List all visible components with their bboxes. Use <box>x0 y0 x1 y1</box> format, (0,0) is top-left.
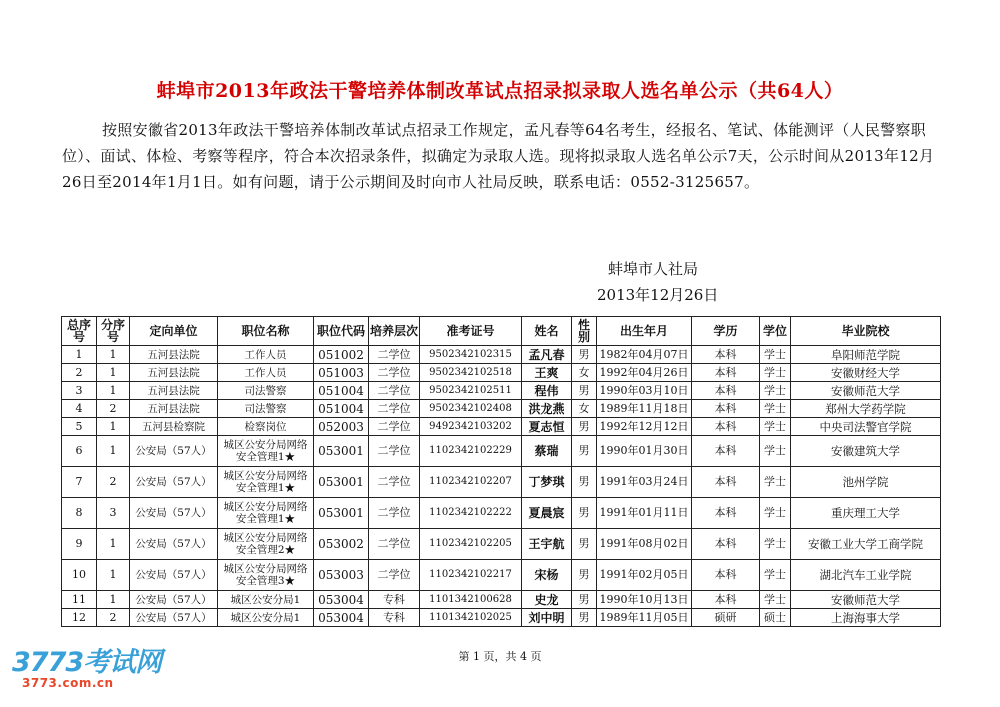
cell-seq: 4 <box>62 400 97 418</box>
cell-job: 城区公安分局网络安全管理1★ <box>218 467 314 498</box>
cell-seq: 11 <box>62 591 97 609</box>
cell-school: 安徽建筑大学 <box>791 436 941 467</box>
cell-job: 司法警察 <box>218 400 314 418</box>
cell-name: 史龙 <box>522 591 572 609</box>
table-row <box>62 529 941 560</box>
cell-gender: 男 <box>572 382 597 400</box>
cell-unit: 公安局（57人） <box>130 560 218 591</box>
cell-exam: 9492342103202 <box>420 418 522 436</box>
cell-exam: 1102342102205 <box>420 529 522 560</box>
cell-name: 丁梦琪 <box>522 467 572 498</box>
cell-subseq: 1 <box>97 436 130 467</box>
column-header-exam: 准考证号 <box>420 317 522 346</box>
cell-name: 夏志恒 <box>522 418 572 436</box>
cell-degree: 硕士 <box>760 609 791 627</box>
cell-seq: 1 <box>62 346 97 364</box>
cell-code: 053001 <box>314 436 369 467</box>
cell-seq: 7 <box>62 467 97 498</box>
cell-degree: 学士 <box>760 529 791 560</box>
cell-subseq: 3 <box>97 498 130 529</box>
column-header-name: 姓名 <box>522 317 572 346</box>
cell-subseq: 1 <box>97 382 130 400</box>
column-header-school: 毕业院校 <box>791 317 941 346</box>
cell-unit: 公安局（57人） <box>130 609 218 627</box>
cell-school: 郑州大学药学院 <box>791 400 941 418</box>
cell-seq: 9 <box>62 529 97 560</box>
cell-subseq: 1 <box>97 346 130 364</box>
cell-name: 刘中明 <box>522 609 572 627</box>
cell-edu: 本科 <box>692 418 760 436</box>
cell-subseq: 1 <box>97 364 130 382</box>
cell-gender: 女 <box>572 400 597 418</box>
cell-degree: 学士 <box>760 560 791 591</box>
cell-job: 城区公安分局1 <box>218 609 314 627</box>
cell-degree: 学士 <box>760 436 791 467</box>
cell-birth: 1982年04月07日 <box>597 346 692 364</box>
cell-birth: 1990年03月10日 <box>597 382 692 400</box>
table-row <box>62 418 941 436</box>
cell-school: 重庆理工大学 <box>791 498 941 529</box>
cell-level: 二学位 <box>369 400 420 418</box>
cell-exam: 1102342102222 <box>420 498 522 529</box>
cell-gender: 男 <box>572 529 597 560</box>
cell-seq: 10 <box>62 560 97 591</box>
cell-degree: 学士 <box>760 400 791 418</box>
cell-exam: 1101342102025 <box>420 609 522 627</box>
cell-subseq: 2 <box>97 400 130 418</box>
table-row <box>62 609 941 627</box>
cell-code: 053003 <box>314 560 369 591</box>
cell-edu: 本科 <box>692 498 760 529</box>
admission-table <box>61 316 941 627</box>
cell-code: 053001 <box>314 498 369 529</box>
table-row <box>62 436 941 467</box>
column-header-seq: 总序号 <box>62 317 97 346</box>
cell-unit: 五河县法院 <box>130 364 218 382</box>
cell-degree: 学士 <box>760 382 791 400</box>
column-header-unit: 定向单位 <box>130 317 218 346</box>
cell-gender: 男 <box>572 467 597 498</box>
cell-gender: 男 <box>572 436 597 467</box>
cell-exam: 1102342102217 <box>420 560 522 591</box>
cell-seq: 2 <box>62 364 97 382</box>
cell-code: 053004 <box>314 591 369 609</box>
cell-name: 蔡瑞 <box>522 436 572 467</box>
table-row <box>62 382 941 400</box>
intro-paragraph <box>62 117 942 195</box>
cell-birth: 1992年12月12日 <box>597 418 692 436</box>
column-header-subseq: 分序号 <box>97 317 130 346</box>
cell-school: 中央司法警官学院 <box>791 418 941 436</box>
cell-edu: 本科 <box>692 346 760 364</box>
cell-level: 二学位 <box>369 529 420 560</box>
cell-degree: 学士 <box>760 498 791 529</box>
column-header-degree: 学位 <box>760 317 791 346</box>
cell-code: 051003 <box>314 364 369 382</box>
cell-unit: 五河县法院 <box>130 346 218 364</box>
watermark-url: 3773.com.cn <box>22 676 114 690</box>
cell-level: 二学位 <box>369 364 420 382</box>
cell-exam: 1102342102207 <box>420 467 522 498</box>
cell-school: 湖北汽车工业学院 <box>791 560 941 591</box>
cell-exam: 9502342102511 <box>420 382 522 400</box>
cell-school: 上海海事大学 <box>791 609 941 627</box>
intro-text: 按照安徽省2013年政法干警培养体制改革试点招录工作规定，孟凡春等64名考生，经报名、笔试、体能测评（人民警察职位）、面试、体检、考察等程序，符合本次招录条件，拟确定为录取人选。现将拟录取人选名单公示7天，公示时间从2013年12月26日至2014年1月1日。如有问题，请于公示期间及时向市人社局反映，联系电话：0552-3125657。 <box>62 121 935 191</box>
cell-gender: 男 <box>572 560 597 591</box>
cell-birth: 1991年08月02日 <box>597 529 692 560</box>
cell-name: 孟凡春 <box>522 346 572 364</box>
cell-seq: 3 <box>62 382 97 400</box>
cell-edu: 硕研 <box>692 609 760 627</box>
cell-subseq: 1 <box>97 529 130 560</box>
cell-unit: 公安局（57人） <box>130 529 218 560</box>
cell-birth: 1990年10月13日 <box>597 591 692 609</box>
issuer-name: 蚌埠市人社局 <box>608 260 699 278</box>
cell-edu: 本科 <box>692 364 760 382</box>
column-header-job: 职位名称 <box>218 317 314 346</box>
table-row <box>62 364 941 382</box>
cell-level: 二学位 <box>369 436 420 467</box>
cell-unit: 公安局（57人） <box>130 467 218 498</box>
watermark-logo <box>12 640 182 696</box>
cell-name: 王爽 <box>522 364 572 382</box>
cell-name: 夏晨宸 <box>522 498 572 529</box>
cell-birth: 1991年02月05日 <box>597 560 692 591</box>
cell-degree: 学士 <box>760 364 791 382</box>
cell-birth: 1991年03月24日 <box>597 467 692 498</box>
issue-date: 2013年12月26日 <box>597 286 719 304</box>
cell-school: 安徽师范大学 <box>791 382 941 400</box>
cell-unit: 五河县检察院 <box>130 418 218 436</box>
cell-level: 二学位 <box>369 498 420 529</box>
cell-birth: 1989年11月18日 <box>597 400 692 418</box>
cell-unit: 公安局（57人） <box>130 591 218 609</box>
cell-code: 051004 <box>314 382 369 400</box>
cell-seq: 12 <box>62 609 97 627</box>
cell-edu: 本科 <box>692 400 760 418</box>
cell-level: 专科 <box>369 591 420 609</box>
cell-edu: 本科 <box>692 382 760 400</box>
cell-edu: 本科 <box>692 591 760 609</box>
cell-job: 工作人员 <box>218 346 314 364</box>
table-row <box>62 591 941 609</box>
cell-seq: 8 <box>62 498 97 529</box>
cell-name: 宋杨 <box>522 560 572 591</box>
table-row <box>62 346 941 364</box>
cell-code: 053001 <box>314 467 369 498</box>
cell-gender: 女 <box>572 364 597 382</box>
column-header-birth: 出生年月 <box>597 317 692 346</box>
page-number: 第 1 页，共 4 页 <box>458 650 542 663</box>
cell-birth: 1990年01月30日 <box>597 436 692 467</box>
cell-exam: 9502342102518 <box>420 364 522 382</box>
cell-gender: 男 <box>572 591 597 609</box>
cell-degree: 学士 <box>760 467 791 498</box>
cell-exam: 9502342102315 <box>420 346 522 364</box>
column-header-edu: 学历 <box>692 317 760 346</box>
cell-level: 二学位 <box>369 382 420 400</box>
cell-school: 池州学院 <box>791 467 941 498</box>
cell-edu: 本科 <box>692 529 760 560</box>
cell-gender: 男 <box>572 418 597 436</box>
cell-job: 司法警察 <box>218 382 314 400</box>
cell-degree: 学士 <box>760 418 791 436</box>
cell-job: 城区公安分局网络安全管理1★ <box>218 436 314 467</box>
cell-code: 053002 <box>314 529 369 560</box>
cell-job: 检察岗位 <box>218 418 314 436</box>
cell-level: 二学位 <box>369 418 420 436</box>
cell-level: 专科 <box>369 609 420 627</box>
column-header-code: 职位代码 <box>314 317 369 346</box>
cell-edu: 本科 <box>692 436 760 467</box>
cell-job: 工作人员 <box>218 364 314 382</box>
cell-degree: 学士 <box>760 346 791 364</box>
cell-subseq: 2 <box>97 467 130 498</box>
cell-subseq: 1 <box>97 418 130 436</box>
cell-name: 洪龙燕 <box>522 400 572 418</box>
column-header-gender: 性别 <box>572 317 597 346</box>
table-row <box>62 498 941 529</box>
cell-school: 安徽财经大学 <box>791 364 941 382</box>
cell-code: 051002 <box>314 346 369 364</box>
cell-level: 二学位 <box>369 346 420 364</box>
cell-unit: 公安局（57人） <box>130 436 218 467</box>
cell-code: 051004 <box>314 400 369 418</box>
cell-edu: 本科 <box>692 467 760 498</box>
cell-edu: 本科 <box>692 560 760 591</box>
table-row <box>62 560 941 591</box>
cell-job: 城区公安分局网络安全管理2★ <box>218 529 314 560</box>
page-title: 蚌埠市2013年政法干警培养体制改革试点招录拟录取人选名单公示（共64人） <box>156 80 844 102</box>
cell-exam: 1101342100628 <box>420 591 522 609</box>
table-body <box>62 346 941 627</box>
cell-subseq: 1 <box>97 560 130 591</box>
cell-school: 安徽工业大学工商学院 <box>791 529 941 560</box>
cell-name: 程伟 <box>522 382 572 400</box>
cell-exam: 1102342102229 <box>420 436 522 467</box>
table-row <box>62 400 941 418</box>
table-header-row <box>62 317 941 346</box>
cell-birth: 1992年04月26日 <box>597 364 692 382</box>
cell-level: 二学位 <box>369 560 420 591</box>
cell-name: 王宇航 <box>522 529 572 560</box>
column-header-level: 培养层次 <box>369 317 420 346</box>
watermark-brand: 3773考试网 <box>12 647 162 678</box>
cell-seq: 5 <box>62 418 97 436</box>
cell-code: 052003 <box>314 418 369 436</box>
cell-gender: 男 <box>572 346 597 364</box>
cell-code: 053004 <box>314 609 369 627</box>
cell-birth: 1991年01月11日 <box>597 498 692 529</box>
cell-level: 二学位 <box>369 467 420 498</box>
cell-subseq: 1 <box>97 591 130 609</box>
cell-subseq: 2 <box>97 609 130 627</box>
cell-seq: 6 <box>62 436 97 467</box>
cell-school: 阜阳师范学院 <box>791 346 941 364</box>
cell-unit: 公安局（57人） <box>130 498 218 529</box>
cell-unit: 五河县法院 <box>130 400 218 418</box>
cell-degree: 学士 <box>760 591 791 609</box>
cell-job: 城区公安分局网络安全管理3★ <box>218 560 314 591</box>
table-row <box>62 467 941 498</box>
cell-birth: 1989年11月05日 <box>597 609 692 627</box>
cell-school: 安徽师范大学 <box>791 591 941 609</box>
cell-gender: 男 <box>572 498 597 529</box>
cell-job: 城区公安分局1 <box>218 591 314 609</box>
cell-exam: 9502342102408 <box>420 400 522 418</box>
cell-job: 城区公安分局网络安全管理1★ <box>218 498 314 529</box>
cell-gender: 男 <box>572 609 597 627</box>
cell-unit: 五河县法院 <box>130 382 218 400</box>
